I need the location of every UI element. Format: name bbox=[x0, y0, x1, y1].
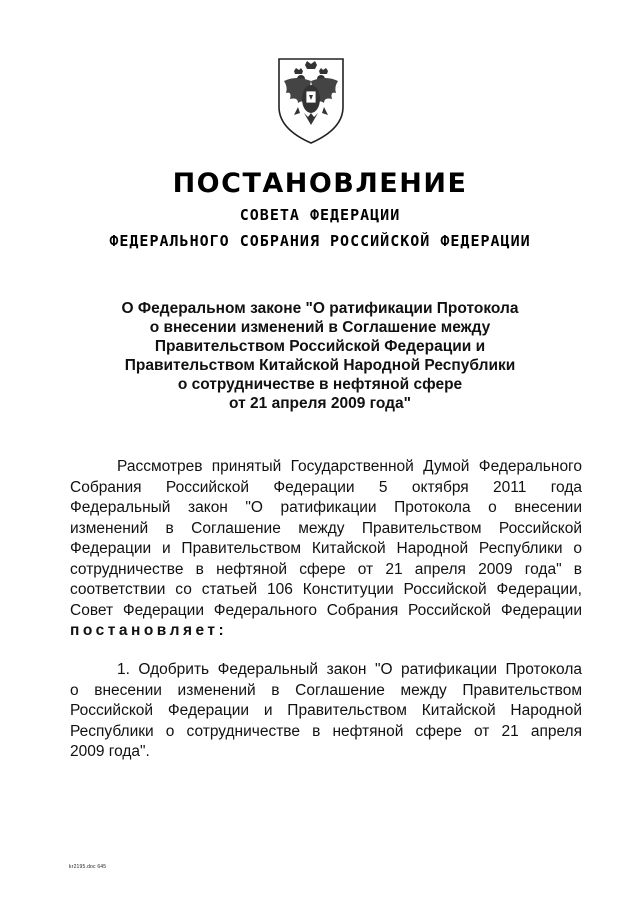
heading-line: о сотрудничестве в нефтяной сфере bbox=[177, 376, 463, 393]
document-heading bbox=[0, 299, 640, 413]
body-line: 1. Одобрить Федеральный закон "О ратификации Протокола bbox=[117, 661, 582, 678]
heading-line: Правительством Российской Федерации и bbox=[154, 338, 486, 355]
body-line: соответствии со статьей 106 Конституции Российской Федерации, bbox=[70, 581, 582, 598]
resolves-word: постановляет: bbox=[70, 622, 228, 639]
body-line: сотрудничестве в нефтяной сфере от 21 апреля 2009 года" в bbox=[70, 560, 582, 578]
heading-line: Правительством Китайской Народной Республики bbox=[124, 357, 516, 374]
resolution-paragraph bbox=[70, 660, 582, 763]
body-line: о внесении изменений в Соглашение между Правительством bbox=[70, 681, 582, 699]
body-line: Республики о сотрудничестве в нефтяной сфере от 21 апреля bbox=[70, 722, 582, 740]
heading-line: о внесении изменений в Соглашение между bbox=[149, 319, 491, 336]
heading-line: О Федеральном законе "О ратификации Протокола bbox=[121, 300, 519, 317]
body-line: Федерации и Правительством Китайской Народной Республики о bbox=[70, 540, 582, 557]
issuer-line-1: СОВЕТА ФЕДЕРАЦИИ bbox=[239, 206, 401, 224]
preamble-paragraph bbox=[70, 457, 582, 642]
body-line: Российской Федерации и Правительством Китайской Народной bbox=[70, 702, 582, 719]
coat-of-arms-icon bbox=[276, 55, 346, 147]
body-line: Рассмотрев принятый Государственной Думой Федерального bbox=[117, 458, 582, 475]
heading-line: от 21 апреля 2009 года" bbox=[229, 395, 411, 412]
body-line: Совет Федерации Федерального Собрания Российской Федерации bbox=[70, 601, 582, 619]
document-title: ПОСТАНОВЛЕНИЕ bbox=[172, 168, 468, 199]
issuer-line-2: ФЕДЕРАЛЬНОГО СОБРАНИЯ РОССИЙСКОЙ ФЕДЕРАЦИИ bbox=[109, 232, 531, 250]
document-reference: kr2195.doc 645 bbox=[69, 864, 107, 870]
body-line: изменений в Соглашение между Правительством Российской bbox=[70, 519, 582, 537]
body-line: Собрания Российской Федерации 5 октября 2011 года bbox=[70, 478, 582, 496]
body-line: 2009 года". bbox=[70, 743, 150, 760]
body-line: Федеральный закон "О ратификации Протокола о внесении bbox=[70, 499, 582, 516]
